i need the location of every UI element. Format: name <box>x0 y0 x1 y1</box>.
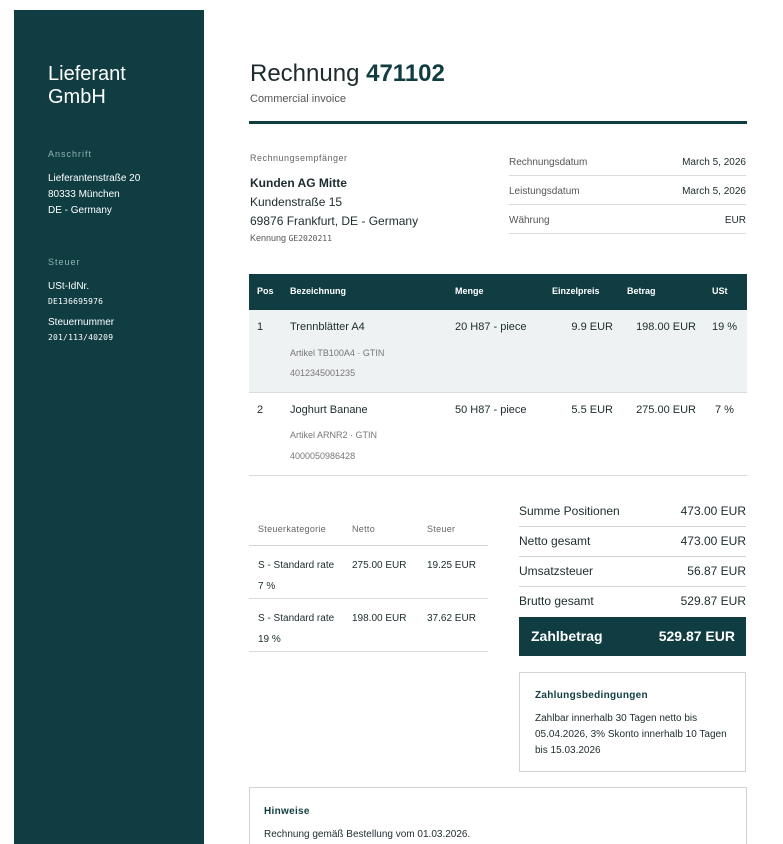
item-amount: 275.00 EUR <box>636 404 696 416</box>
item-vat: 19 % <box>712 321 738 333</box>
payment-terms-heading: Zahlungsbedingungen <box>535 690 648 701</box>
item-pos: 2 <box>257 404 264 416</box>
item-name: Trennblätter A4 <box>290 321 365 333</box>
meta-value: March 5, 2026 <box>682 157 746 168</box>
total-label: Summe Positionen <box>519 504 620 518</box>
line-items-header <box>249 274 747 310</box>
tax-heading: Steuer <box>48 257 81 267</box>
item-gtin: 4000050986428 <box>290 451 356 461</box>
meta-label: Leistungsdatum <box>509 186 580 197</box>
amount-due-label: Zahlbetrag <box>531 628 603 644</box>
col-tax-amount: Steuer <box>427 524 456 534</box>
payment-terms-text: Zahlbar innerhalb 30 Tagen netto bis 05.04.2026, 3% Skonto innerhalb 10 Tagen bis 15.03.2026 <box>535 713 727 756</box>
item-quantity: 50 H87 - piece <box>455 404 527 416</box>
vat-id-value: DE136695976 <box>48 297 104 306</box>
recipient-heading: Rechnungsempfänger <box>250 153 348 163</box>
recipient-id <box>250 233 332 243</box>
meta-value: March 5, 2026 <box>682 186 746 197</box>
address-line-3: DE - Germany <box>48 205 112 216</box>
meta-label: Rechnungsdatum <box>509 157 588 168</box>
item-vat: 7 % <box>715 404 734 416</box>
payment-terms-box <box>519 672 746 772</box>
item-gtin: 4012345001235 <box>290 368 356 378</box>
meta-row-service-date <box>509 176 746 205</box>
tax-net: 198.00 EUR <box>352 613 407 624</box>
table-row <box>249 310 747 393</box>
sidebar <box>14 10 204 844</box>
col-tax-category: Steuerkategorie <box>258 524 327 534</box>
total-row-vat <box>519 557 746 587</box>
item-name: Joghurt Banane <box>290 404 368 416</box>
amount-due-value: 529.87 EUR <box>658 628 735 644</box>
total-value: 473.00 EUR <box>680 504 746 518</box>
item-amount: 198.00 EUR <box>636 321 696 333</box>
notes-heading: Hinweise <box>264 806 310 817</box>
table-row <box>249 599 488 652</box>
recipient-city: 69876 Frankfurt, DE - Germany <box>250 214 419 228</box>
address-heading: Anschrift <box>48 149 93 159</box>
address-line-1: Lieferantenstraße 20 <box>48 173 141 184</box>
total-label: Umsatzsteuer <box>519 564 594 578</box>
tax-net: 275.00 EUR <box>352 560 407 571</box>
tax-number-value: 201/113/40209 <box>48 333 114 342</box>
table-row <box>249 393 747 476</box>
col-description: Bezeichnung <box>290 286 347 296</box>
address-line-2: 80333 München <box>48 189 120 200</box>
invoice-subtitle: Commercial invoice <box>250 93 346 105</box>
notes-text: Rechnung gemäß Bestellung vom 01.03.2026. <box>264 829 471 840</box>
notes-box <box>249 787 747 844</box>
col-quantity: Menge <box>455 286 484 296</box>
table-row <box>249 546 488 599</box>
item-unit-price: 9.9 EUR <box>571 321 613 333</box>
item-unit-price: 5.5 EUR <box>571 404 613 416</box>
item-quantity: 20 H87 - piece <box>455 321 527 333</box>
col-amount: Betrag <box>627 286 656 296</box>
recipient-id-value: GE2020211 <box>288 234 332 243</box>
amount-due-box <box>519 617 746 656</box>
total-value: 473.00 EUR <box>680 534 746 548</box>
vat-id-label: USt-IdNr. <box>48 281 90 292</box>
col-vat: USt <box>712 286 728 296</box>
header-rule <box>249 121 747 124</box>
meta-row-invoice-date <box>509 147 746 176</box>
item-pos: 1 <box>257 321 264 333</box>
tax-category: S - Standard rate 7 % <box>258 560 335 592</box>
tax-breakdown-header <box>249 517 488 546</box>
tax-amount: 37.62 EUR <box>427 613 476 624</box>
invoice-title-prefix: Rechnung <box>250 60 360 87</box>
meta-value: EUR <box>724 215 746 226</box>
company-name: Lieferant GmbH <box>48 63 126 108</box>
recipient-id-label: Kennung <box>250 233 287 243</box>
invoice-title <box>250 60 445 88</box>
tax-amount: 19.25 EUR <box>427 560 476 571</box>
total-row-items <box>519 497 746 527</box>
total-value: 529.87 EUR <box>680 594 746 608</box>
recipient-street: Kundenstraße 15 <box>250 195 343 209</box>
item-detail: Artikel ARNR2 · GTIN <box>290 430 378 440</box>
total-value: 56.87 EUR <box>687 564 746 578</box>
invoice-number: 471102 <box>366 60 445 87</box>
total-label: Netto gesamt <box>519 534 591 548</box>
item-detail: Artikel TB100A4 · GTIN <box>290 348 385 358</box>
total-row-gross <box>519 587 746 617</box>
col-pos: Pos <box>257 286 274 296</box>
meta-label: Währung <box>509 215 550 226</box>
tax-number-label: Steuernummer <box>48 317 115 328</box>
total-row-net <box>519 527 746 557</box>
col-unit-price: Einzelpreis <box>552 286 600 296</box>
total-label: Brutto gesamt <box>519 594 594 608</box>
tax-category: S - Standard rate 19 % <box>258 613 335 645</box>
meta-row-currency <box>509 205 746 234</box>
recipient-name: Kunden AG Mitte <box>250 176 347 190</box>
col-tax-net: Netto <box>352 524 376 534</box>
